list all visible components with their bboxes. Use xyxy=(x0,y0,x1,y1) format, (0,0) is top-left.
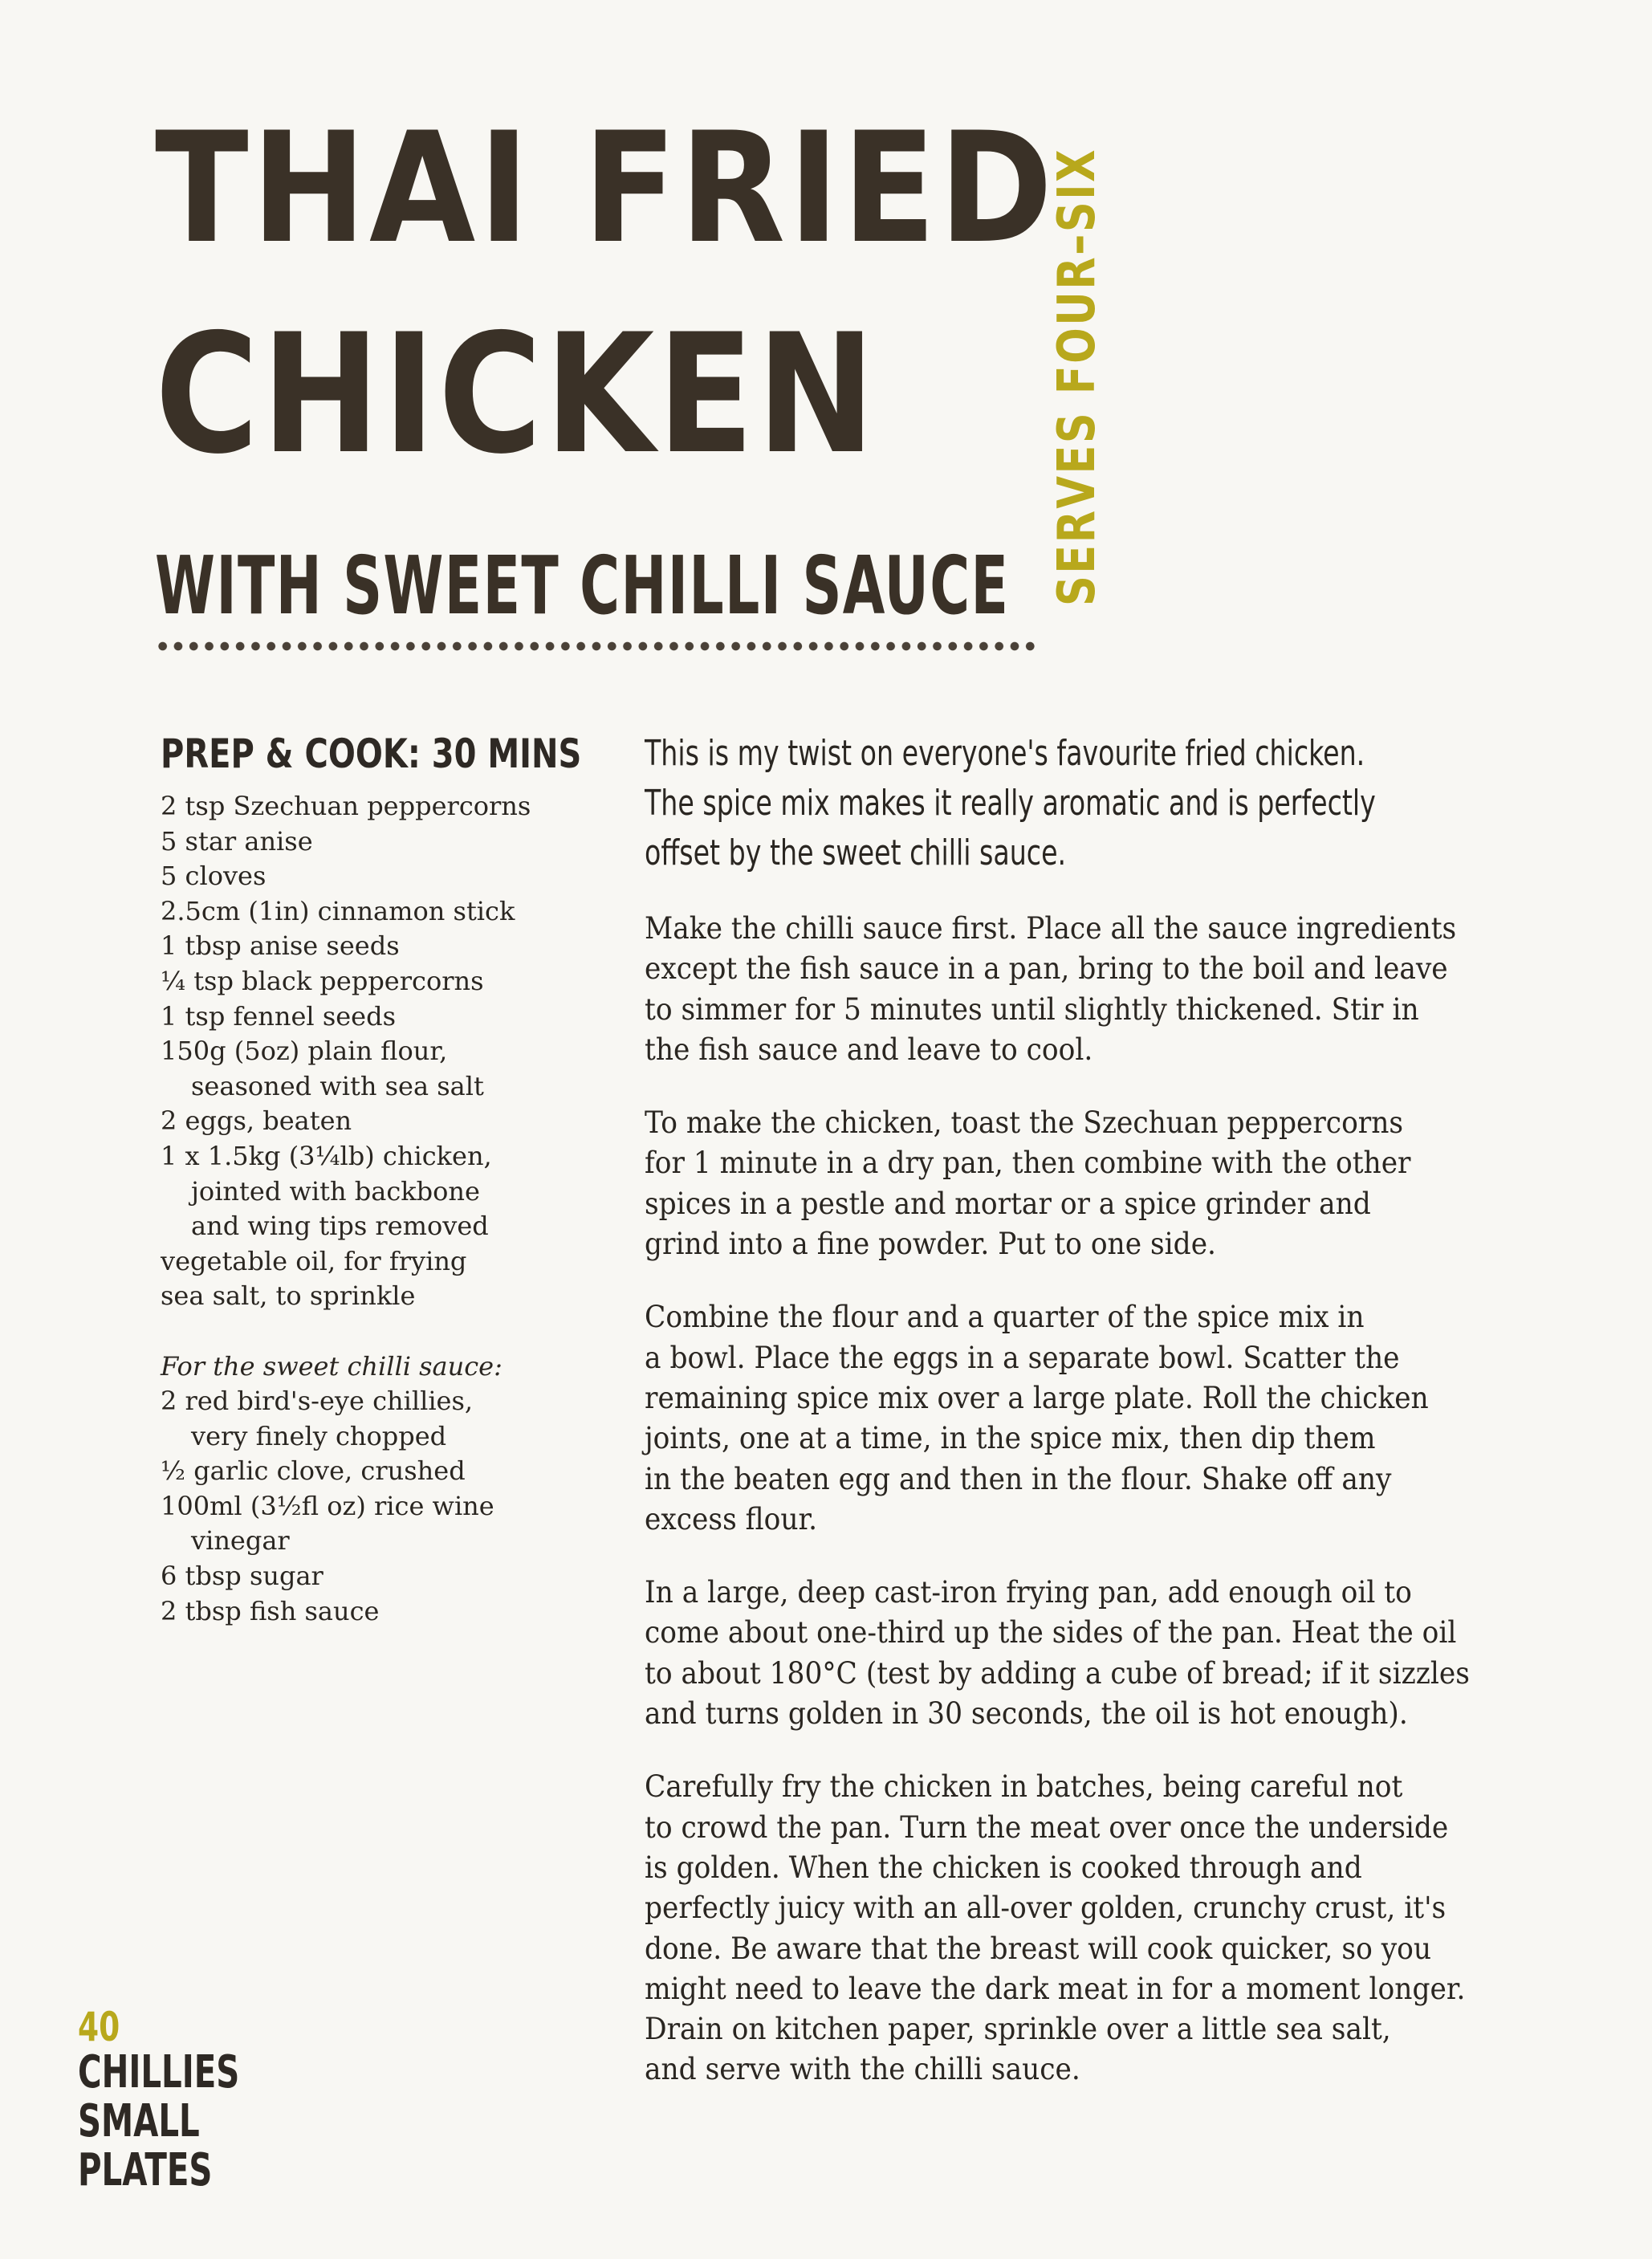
method-line: Make the chilli sauce first. Place all the sauce ingredients xyxy=(645,911,1457,946)
ingredient-item: 1 x 1.5kg (3¼lb) chicken, xyxy=(161,1140,492,1171)
method-line: is golden. When the chicken is cooked through and xyxy=(645,1850,1362,1885)
method-line: and turns golden in 30 seconds, the oil is hot enough). xyxy=(645,1696,1408,1732)
ingredient-item: jointed with backbone xyxy=(191,1175,480,1207)
ingredient-item: 1 tbsp anise seeds xyxy=(161,930,400,962)
method-line: might need to leave the dark meat in for a moment longer. xyxy=(645,1971,1466,2006)
sauce-ingredient-item: 100ml (3½fl oz) rice wine xyxy=(161,1490,494,1521)
ingredient-item: 5 star anise xyxy=(161,825,313,857)
method-paragraph xyxy=(645,909,1528,1070)
recipe-intro xyxy=(645,729,1544,878)
title-line-1: THAI FRIED xyxy=(155,100,1056,277)
intro-line: The spice mix makes it really aromatic and is perfectly xyxy=(645,783,1376,824)
method-line: except the fish sauce in a pan, bring to the boil and leave xyxy=(645,951,1448,987)
serves-label: SERVES FOUR–SIX xyxy=(1048,147,1107,607)
sauce-ingredient-item: vinegar xyxy=(191,1525,290,1557)
method-line: for 1 minute in a dry pan, then combine with the other xyxy=(645,1146,1411,1181)
method-line: a bowl. Place the eggs in a separate bowl. Scatter the xyxy=(645,1340,1400,1375)
book-title-line: SMALL xyxy=(78,2095,200,2147)
method-steps xyxy=(645,909,1528,2123)
spacer xyxy=(161,1314,610,1349)
method-line: to simmer for 5 minutes until slightly thickened. Stir in xyxy=(645,991,1419,1027)
method-line: joints, one at a time, in the spice mix, then dip them xyxy=(645,1421,1376,1456)
method-line: in the beaten egg and then in the flour. Shake off any xyxy=(645,1461,1392,1496)
sauce-ingredient-item: 2 red bird's-eye chillies, xyxy=(161,1386,474,1417)
method-paragraph xyxy=(645,1767,1528,2090)
method-line: excess flour. xyxy=(645,1501,818,1537)
prep-cook-heading: PREP & COOK: 30 MINS xyxy=(161,731,582,777)
dotted-divider xyxy=(155,638,1038,654)
page-number: 40 xyxy=(78,2004,120,2050)
method-line: Combine the flour and a quarter of the spice mix in xyxy=(645,1300,1365,1335)
book-title-line: PLATES xyxy=(78,2144,213,2196)
method-line: remaining spice mix over a large plate. Roll the chicken xyxy=(645,1380,1429,1415)
ingredient-item: 150g (5oz) plain flour, xyxy=(161,1036,448,1067)
title-subtitle: WITH SWEET CHILLI SAUCE xyxy=(155,539,1010,633)
ingredient-item: 1 tsp fennel seeds xyxy=(161,1000,397,1032)
method-paragraph xyxy=(645,1573,1528,1734)
ingredient-item: 2 tsp Szechuan peppercorns xyxy=(161,791,531,821)
intro-line: offset by the sweet chilli sauce. xyxy=(645,832,1067,873)
book-title-line: CHILLIES xyxy=(78,2046,240,2098)
method-line: Carefully fry the chicken in batches, being careful not xyxy=(645,1769,1403,1805)
ingredient-item: seasoned with sea salt xyxy=(191,1070,484,1101)
ingredients-list xyxy=(161,789,610,1629)
ingredient-item: 2.5cm (1in) cinnamon stick xyxy=(161,895,515,926)
sauce-ingredient-item: ½ garlic clove, crushed xyxy=(161,1455,466,1487)
sauce-ingredient-item: 6 tbsp sugar xyxy=(161,1561,323,1592)
method-line: To make the chicken, toast the Szechuan peppercorns xyxy=(645,1105,1404,1141)
method-line: the fish sauce and leave to cool. xyxy=(645,1032,1093,1067)
method-paragraph xyxy=(645,1103,1528,1264)
method-line: to crowd the pan. Turn the meat over once the underside xyxy=(645,1809,1449,1845)
page-footer xyxy=(78,2004,303,2197)
ingredient-item: 2 eggs, beaten xyxy=(161,1105,352,1137)
method-line: In a large, deep cast-iron frying pan, add enough oil to xyxy=(645,1575,1412,1610)
ingredient-item: 5 cloves xyxy=(161,861,267,892)
sauce-heading: For the sweet chilli sauce: xyxy=(161,1350,503,1382)
method-line: done. Be aware that the breast will cook quicker, so you xyxy=(645,1931,1432,1966)
method-line: come about one-third up the sides of the pan. Heat the oil xyxy=(645,1615,1457,1650)
method-line: to about 180°C (test by adding a cube of bread; if it sizzles xyxy=(645,1655,1470,1691)
ingredient-item: and wing tips removed xyxy=(191,1211,489,1242)
method-paragraph xyxy=(645,1297,1528,1540)
intro-line: This is my twist on everyone's favourite fried chicken. xyxy=(645,733,1365,774)
method-line: spices in a pestle and mortar or a spice grinder and xyxy=(645,1186,1371,1221)
ingredient-item: sea salt, to sprinkle xyxy=(161,1280,416,1312)
method-line: Drain on kitchen paper, sprinkle over a little sea salt, xyxy=(645,2012,1391,2047)
method-line: grind into a fine powder. Put to one side. xyxy=(645,1227,1217,1262)
sauce-ingredient-item: 2 tbsp fish sauce xyxy=(161,1595,380,1626)
ingredient-item: vegetable oil, for frying xyxy=(161,1245,467,1276)
ingredient-item: ¼ tsp black peppercorns xyxy=(161,965,484,996)
method-line: and serve with the chilli sauce. xyxy=(645,2052,1080,2087)
sauce-ingredient-item: very finely chopped xyxy=(191,1420,447,1451)
title-line-2: CHICKEN xyxy=(155,299,878,490)
method-line: perfectly juicy with an all-over golden, crunchy crust, it's xyxy=(645,1891,1447,1926)
